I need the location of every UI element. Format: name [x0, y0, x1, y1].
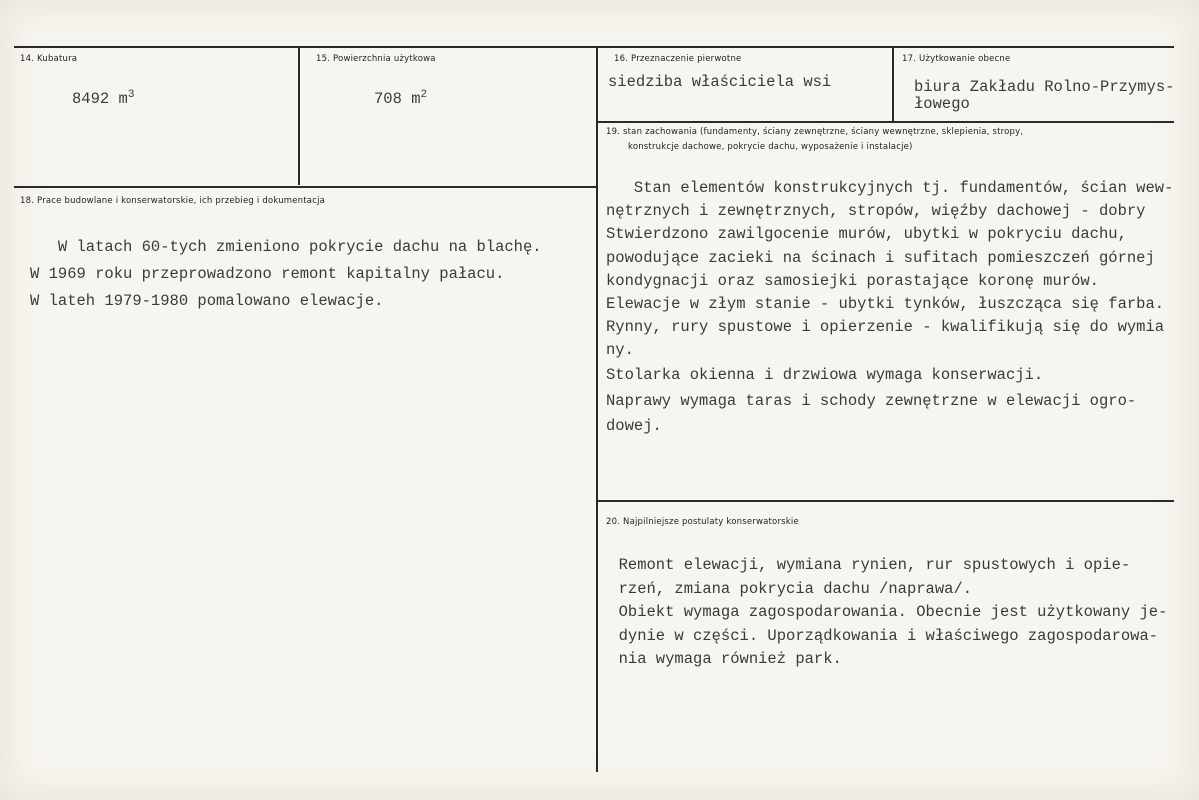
- field-19-line: Elewacje w złym stanie - ubytki tynków, łuszcząca się farba.: [606, 295, 1165, 314]
- field-14-value: [72, 84, 134, 110]
- field-20-line: nia wymaga również park.: [600, 650, 842, 668]
- field-19-line: kondygnacji oraz samosiejki porastające koronę murów.: [606, 271, 1099, 290]
- field-18-label: 18. Prace budowlane i konserwatorskie, ich przebieg i dokumentacja: [20, 196, 326, 206]
- field-19-line: Stan elementów konstrukcyjnych tj. fundamentów, ścian wew-: [606, 179, 1174, 197]
- rule-under-14-15: [14, 186, 597, 188]
- field-19-line: dowej.: [606, 416, 662, 435]
- field-19-line: Stolarka okienna i drzwiowa wymaga konserwacji.: [606, 365, 1044, 384]
- field-20-text: [600, 554, 1167, 672]
- field-19-text: [606, 177, 1173, 438]
- field-19-label-continued: konstrukcje dachowe, pokrycie dachu, wyposażenie i instalacje): [628, 142, 913, 152]
- field-16-value: siedziba właściciela wsi: [608, 73, 832, 91]
- field-17-line: biura Zakładu Rolno-Przymys-: [914, 78, 1175, 96]
- field-17-text: [914, 79, 1174, 113]
- field-18-line: W lateh 1979-1980 pomalowano elewacje.: [30, 292, 384, 310]
- field-14-number: 8492 m: [72, 90, 128, 108]
- field-18-line: W 1969 roku przeprowadzono remont kapitalny pałacu.: [30, 265, 505, 283]
- field-15-value: [374, 84, 427, 110]
- divider-16-17: [892, 47, 894, 121]
- field-14-exponent: 3: [127, 89, 135, 101]
- rule-under-16-17: [597, 121, 1174, 123]
- rule-above-20: [597, 500, 1174, 502]
- top-rule: [14, 46, 1174, 48]
- field-20-line: rzeń, zmiana pokrycia dachu /naprawa/.: [600, 579, 973, 598]
- field-15-label: 15. Powierzchnia użytkowa: [316, 54, 436, 64]
- field-14-label: 14. Kubatura: [20, 54, 78, 64]
- field-20-line: Obiekt wymaga zagospodarowania. Obecnie jest użytkowany je-: [600, 603, 1168, 621]
- field-18-line: W latach 60-tych zmieniono pokrycie dachu na blachę.: [30, 238, 542, 256]
- field-19-line: powodujące zacieki na ścinach i sufitach pomieszczeń górnej: [606, 248, 1155, 267]
- field-20-line: Remont elewacji, wymiana rynien, rur spustowych i opie-: [600, 556, 1131, 574]
- field-19-label: 19. stan zachowania (fundamenty, ściany zewnętrzne, ściany wewnętrzne, sklepienia, stropy,: [606, 127, 1024, 137]
- field-15-exponent: 2: [420, 89, 428, 101]
- field-19-line: Rynny, rury spustowe i opierzenie - kwalifikują się do wymia: [606, 318, 1165, 337]
- field-19-line: Stwierdzono zawilgocenie murów, ubytki w pokryciu dachu,: [606, 225, 1127, 244]
- field-20-line: dynie w części. Uporządkowania i właściwego zagospodarowa-: [600, 626, 1159, 645]
- field-19-line: Naprawy wymaga taras i schody zewnętrzne w elewacji ogro-: [606, 391, 1137, 410]
- field-18-text: [30, 234, 542, 315]
- divider-left-right: [596, 47, 598, 772]
- field-20-label: 20. Najpilniejsze postulaty konserwatorskie: [606, 517, 799, 527]
- field-19-line: nętrznych i zewnętrznych, stropów, więźby dachowej - dobry: [606, 202, 1146, 221]
- field-17-line: łowego: [914, 95, 970, 113]
- field-15-number: 708 m: [374, 90, 421, 108]
- field-17-label: 17. Użytkowanie obecne: [902, 54, 1011, 64]
- field-19-line: ny.: [606, 341, 634, 360]
- divider-14-15: [298, 47, 300, 185]
- field-16-label: 16. Przeznaczenie pierwotne: [614, 54, 742, 64]
